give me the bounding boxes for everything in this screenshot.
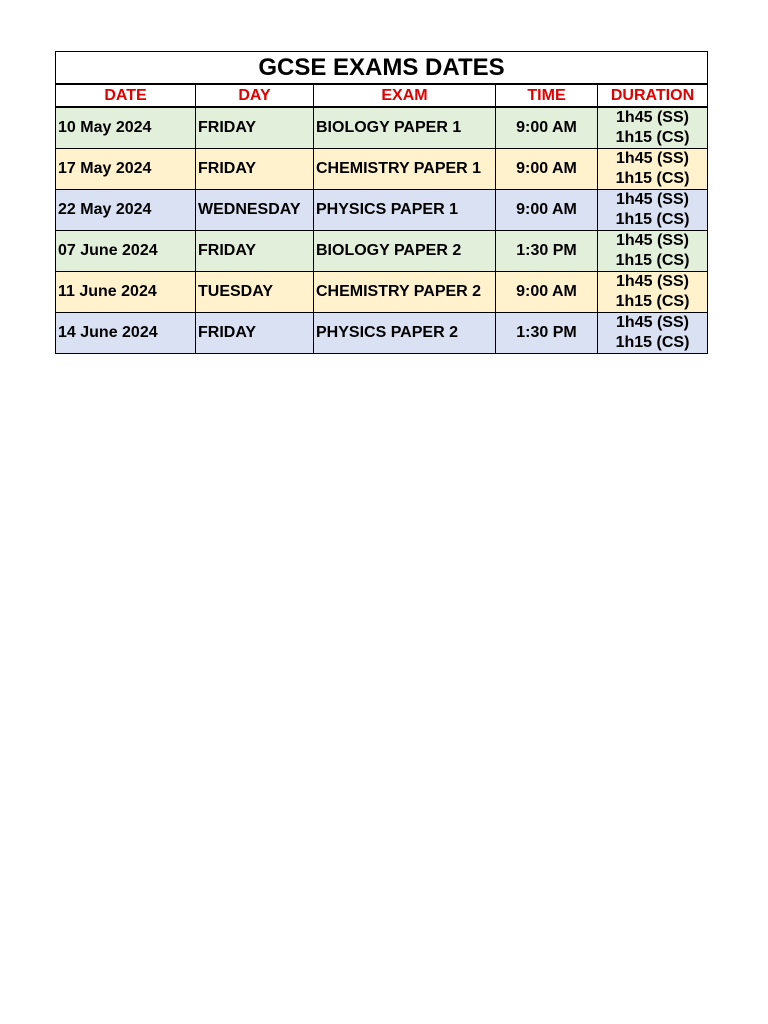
- exam-cell: CHEMISTRY PAPER 2: [314, 272, 496, 313]
- day-cell: FRIDAY: [196, 313, 314, 354]
- exam-cell: BIOLOGY PAPER 1: [314, 107, 496, 149]
- duration-standard: 1h45 (SS): [616, 191, 689, 208]
- duration-standard: 1h45 (SS): [616, 314, 689, 331]
- table-row: [56, 149, 708, 190]
- column-header-exam: EXAM: [314, 84, 496, 107]
- column-header-day: DAY: [196, 84, 314, 107]
- column-header-date: DATE: [56, 84, 196, 107]
- time-cell: 1:30 PM: [496, 231, 598, 272]
- table-row: [56, 272, 708, 313]
- duration-combined: 1h15 (CS): [615, 170, 690, 187]
- date-cell: 10 May 2024: [56, 107, 196, 149]
- exam-cell: CHEMISTRY PAPER 1: [314, 149, 496, 190]
- date-cell: 14 June 2024: [56, 313, 196, 354]
- duration-combined: 1h15 (CS): [615, 334, 690, 351]
- day-cell: FRIDAY: [196, 107, 314, 149]
- title-row: [56, 52, 708, 85]
- duration-combined: 1h15 (CS): [615, 211, 690, 228]
- table-row: [56, 190, 708, 231]
- time-cell: 9:00 AM: [496, 107, 598, 149]
- table-row: [56, 107, 708, 149]
- duration-standard: 1h45 (SS): [616, 273, 689, 290]
- header-row: [56, 84, 708, 107]
- duration-cell: [598, 231, 708, 272]
- exam-cell: PHYSICS PAPER 2: [314, 313, 496, 354]
- duration-cell: [598, 190, 708, 231]
- duration-cell: [598, 272, 708, 313]
- table-row: [56, 313, 708, 354]
- duration-cell: [598, 107, 708, 149]
- day-cell: WEDNESDAY: [196, 190, 314, 231]
- date-cell: 07 June 2024: [56, 231, 196, 272]
- duration-standard: 1h45 (SS): [616, 232, 689, 249]
- time-cell: 9:00 AM: [496, 190, 598, 231]
- duration-cell: [598, 149, 708, 190]
- duration-cell: [598, 313, 708, 354]
- date-cell: 11 June 2024: [56, 272, 196, 313]
- column-header-duration: DURATION: [598, 84, 708, 107]
- exam-cell: BIOLOGY PAPER 2: [314, 231, 496, 272]
- time-cell: 9:00 AM: [496, 272, 598, 313]
- exam-dates-table: [55, 51, 708, 354]
- duration-combined: 1h15 (CS): [615, 293, 690, 310]
- table-row: [56, 231, 708, 272]
- day-cell: FRIDAY: [196, 231, 314, 272]
- duration-combined: 1h15 (CS): [615, 252, 690, 269]
- date-cell: 22 May 2024: [56, 190, 196, 231]
- day-cell: FRIDAY: [196, 149, 314, 190]
- exam-cell: PHYSICS PAPER 1: [314, 190, 496, 231]
- duration-combined: 1h15 (CS): [615, 129, 690, 146]
- duration-standard: 1h45 (SS): [616, 109, 689, 126]
- date-cell: 17 May 2024: [56, 149, 196, 190]
- time-cell: 9:00 AM: [496, 149, 598, 190]
- time-cell: 1:30 PM: [496, 313, 598, 354]
- page-title: GCSE EXAMS DATES: [56, 52, 708, 85]
- duration-standard: 1h45 (SS): [616, 150, 689, 167]
- column-header-time: TIME: [496, 84, 598, 107]
- day-cell: TUESDAY: [196, 272, 314, 313]
